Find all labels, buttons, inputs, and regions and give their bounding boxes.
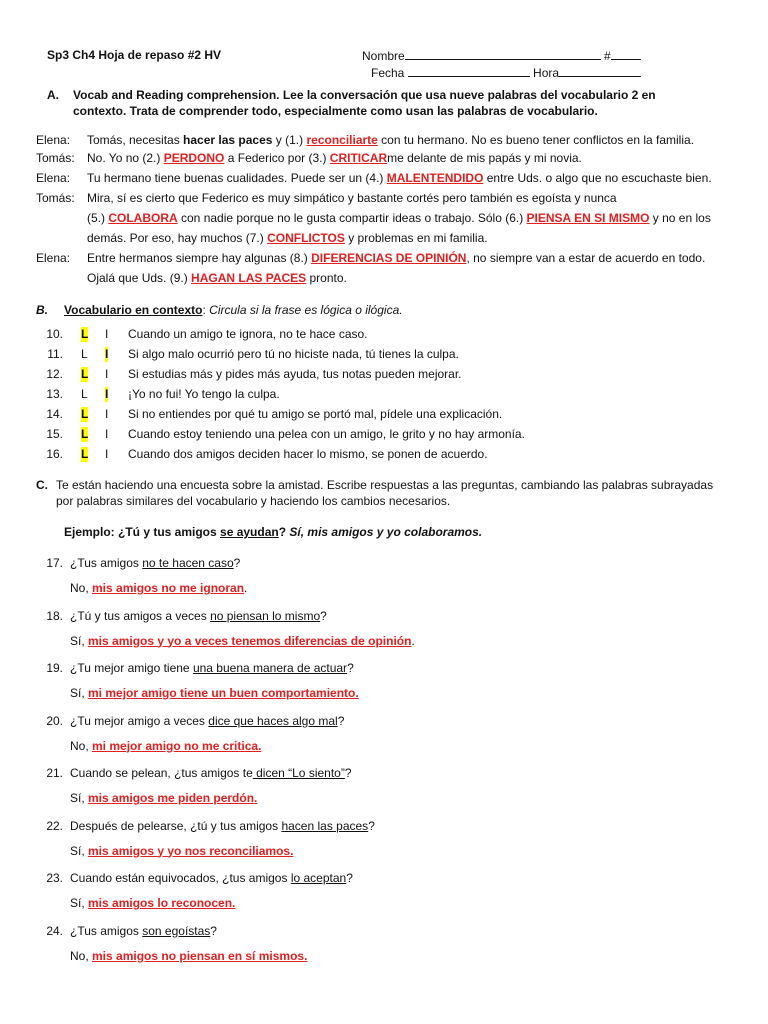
speaker-label: Elena: bbox=[36, 133, 71, 147]
underlined-phrase: una buena manera de actuar bbox=[192, 661, 348, 675]
question bbox=[70, 924, 217, 939]
name-line[interactable] bbox=[362, 48, 641, 64]
dialogue-text: Entre hermanos siempre hay algunas (8.) bbox=[87, 251, 312, 265]
example-answer: Sí, mis amigos y yo colaboramos. bbox=[289, 525, 483, 539]
answer-text: mis amigos y yo a veces tenemos diferencias de opinión bbox=[88, 633, 412, 648]
question-number: 24. bbox=[46, 923, 63, 938]
answer-end: . bbox=[411, 633, 415, 648]
example-underlined: se ayudan bbox=[220, 525, 279, 539]
question-text: Cuando están equivocados, ¿tus amigos bbox=[70, 871, 291, 885]
dialogue-text: y no en los bbox=[649, 211, 711, 225]
dialogue-line bbox=[87, 251, 705, 266]
section-b-instructions: Circula si la frase es lógica o ilógica. bbox=[209, 303, 403, 317]
question-end: ? bbox=[347, 661, 354, 675]
option-logica[interactable]: L bbox=[81, 327, 89, 341]
section-b-colon: : bbox=[202, 303, 206, 317]
answer-text: mis amigos y yo nos reconciliamos. bbox=[88, 843, 294, 858]
question bbox=[70, 714, 344, 729]
speaker-label: Elena: bbox=[36, 251, 71, 265]
answer-prefix: No, bbox=[70, 738, 93, 753]
underlined-phrase: no te hacen caso bbox=[142, 556, 234, 570]
option-ilogica[interactable]: I bbox=[105, 327, 109, 341]
answer[interactable] bbox=[70, 844, 293, 859]
vocab-answer: DIFERENCIAS DE OPINIÓN bbox=[311, 251, 467, 265]
answer-prefix: Sí, bbox=[70, 633, 89, 648]
section-b-letter: B. bbox=[36, 303, 48, 317]
answer-text: mis amigos lo reconocen. bbox=[88, 896, 236, 910]
underlined-phrase: son egoístas bbox=[142, 923, 211, 938]
question-text: Después de pelearse, ¿tú y tus amigos bbox=[70, 818, 282, 833]
fecha-label: Fecha bbox=[371, 66, 405, 80]
question-number: 21. bbox=[46, 766, 63, 780]
dialogue-text: con tu hermano. No es bueno tener conflictos en la familia. bbox=[377, 133, 695, 147]
option-ilogica[interactable]: I bbox=[105, 427, 109, 441]
worksheet-title: Sp3 Ch4 Hoja de repaso #2 HV bbox=[47, 48, 222, 62]
question-number: 17. bbox=[46, 556, 63, 570]
section-a-instructions-1: Vocab and Reading comprehension. Lee la conversación que usa nueve palabras del vocabulario 2 en bbox=[73, 88, 656, 102]
question bbox=[70, 766, 352, 781]
dialogue-text: demás. Por eso, hay muchos (7.) bbox=[87, 231, 268, 245]
underlined-phrase: lo aceptan bbox=[290, 871, 347, 885]
section-a-letter: A. bbox=[47, 88, 59, 102]
answer[interactable] bbox=[70, 739, 261, 754]
item-sentence: Si estudias más y pides más ayuda, tus notas pueden mejorar. bbox=[128, 367, 462, 381]
question-end: ? bbox=[368, 818, 375, 833]
question-end: ? bbox=[210, 923, 217, 938]
option-ilogica[interactable]: I bbox=[105, 447, 109, 461]
question-text: Cuando se pelean, ¿tus amigos te bbox=[70, 766, 253, 780]
question bbox=[70, 661, 354, 676]
option-logica[interactable]: L bbox=[81, 447, 89, 461]
section-a-instructions-2: contexto. Trata de comprender todo, especialmente como usan las palabras de vocabulario. bbox=[73, 104, 598, 118]
answer-text: mi mejor amigo tiene un buen comportamiento. bbox=[88, 686, 359, 700]
answer-prefix: No, bbox=[70, 948, 93, 963]
item-number: 15. bbox=[46, 427, 63, 441]
dialogue-text: Tu hermano tiene buenas cualidades. Puede ser un (4.) bbox=[87, 171, 387, 185]
underlined-phrase: dice que haces algo mal bbox=[208, 713, 338, 728]
date-line[interactable] bbox=[371, 65, 641, 81]
section-b-title: Vocabulario en contexto bbox=[64, 303, 203, 317]
section-c-letter: C. bbox=[36, 478, 48, 492]
question bbox=[70, 556, 240, 571]
answer[interactable] bbox=[70, 634, 415, 649]
dialogue-text: me delante de mis papás y mi novia. bbox=[387, 151, 582, 165]
question-end: ? bbox=[337, 713, 345, 728]
vocab-answer: reconciliarte bbox=[306, 133, 378, 147]
question bbox=[70, 819, 375, 834]
vocab-answer: PERDONO bbox=[163, 151, 225, 165]
dialogue-text: entre Uds. o algo que no escuchaste bien. bbox=[483, 171, 712, 185]
dialogue-line bbox=[87, 133, 694, 148]
nombre-label: Nombre bbox=[362, 49, 405, 63]
example-question-end: ? bbox=[278, 525, 290, 539]
question-text: ¿Tu mejor amigo a veces bbox=[70, 713, 209, 728]
answer-prefix: Sí, bbox=[70, 896, 89, 910]
question-number: 18. bbox=[46, 608, 63, 623]
item-number: 13. bbox=[46, 387, 63, 401]
number-label: # bbox=[604, 49, 611, 63]
section-c-instructions-1: Te están haciendo una encuesta sobre la amistad. Escribe respuestas a las preguntas, cambiando las palabras subrayadas bbox=[56, 478, 714, 492]
dialogue-line bbox=[87, 191, 617, 206]
dialogue-line bbox=[87, 231, 488, 246]
option-ilogica[interactable]: I bbox=[105, 387, 109, 401]
dialogue-text: a Federico por (3.) bbox=[224, 151, 330, 165]
question-text: ¿Tus amigos bbox=[70, 923, 143, 938]
item-number: 10. bbox=[46, 327, 63, 341]
item-sentence: Cuando un amigo te ignora, no te hace caso. bbox=[128, 327, 368, 341]
answer-prefix: No, bbox=[70, 581, 93, 595]
answer-prefix: Sí, bbox=[70, 791, 89, 805]
vocab-answer: CRITICAR bbox=[329, 151, 388, 165]
question-end: ? bbox=[233, 556, 241, 570]
section-c-instructions-2: por palabras similares del vocabulario y haciendo los cambios necesarios. bbox=[56, 494, 451, 508]
item-sentence: Si no entiendes por qué tu amigo se portó mal, pídele una explicación. bbox=[128, 407, 503, 421]
fecha-blank[interactable] bbox=[408, 65, 530, 77]
answer[interactable] bbox=[70, 791, 257, 806]
dialogue-text: y problemas en mi familia. bbox=[344, 231, 488, 245]
dialogue-text: Ojalá que Uds. (9.) bbox=[87, 271, 192, 285]
dialogue-text: (5.) bbox=[87, 211, 109, 225]
answer-text: mi mejor amigo no me critica. bbox=[92, 738, 262, 753]
vocab-answer: HAGAN LAS PACES bbox=[191, 271, 307, 285]
example-prefix: Ejemplo: ¿Tú y tus amigos bbox=[64, 525, 221, 539]
dialogue-text: Tomás, necesitas bbox=[87, 133, 184, 147]
answer[interactable] bbox=[70, 581, 247, 596]
dialogue-text: , no siempre van a estar de acuerdo en todo. bbox=[466, 251, 706, 265]
question-number: 22. bbox=[46, 818, 63, 833]
option-ilogica[interactable]: I bbox=[105, 407, 109, 421]
dialogue-line bbox=[87, 211, 711, 226]
question-end: ? bbox=[344, 766, 352, 780]
item-number: 14. bbox=[46, 407, 63, 421]
answer[interactable] bbox=[70, 686, 359, 701]
speaker-label: Tomás: bbox=[36, 151, 75, 165]
dialogue-text: No. Yo no (2.) bbox=[87, 151, 164, 165]
vocab-answer: COLABORA bbox=[108, 211, 178, 225]
question bbox=[70, 871, 353, 886]
speaker-label: Tomás: bbox=[36, 191, 75, 205]
example bbox=[64, 525, 482, 540]
vocab-answer: CONFLICTOS bbox=[267, 231, 345, 245]
option-logica[interactable]: L bbox=[81, 387, 88, 401]
number-blank[interactable] bbox=[611, 48, 641, 60]
question-text: ¿Tu mejor amigo tiene bbox=[70, 661, 193, 675]
question-text: ¿Tus amigos bbox=[70, 556, 143, 570]
dialogue-line bbox=[87, 171, 712, 186]
underlined-phrase: dicen “Lo siento” bbox=[252, 766, 345, 780]
question-text: ¿Tú y tus amigos a veces bbox=[70, 608, 211, 623]
answer-text: mis amigos no me ignoran bbox=[92, 581, 245, 595]
dialogue-text: Mira, sí es cierto que Federico es muy simpático y bastante cortés pero también es egoísta y nunca bbox=[87, 191, 617, 205]
dialogue-text: y (1.) bbox=[272, 133, 307, 147]
answer[interactable] bbox=[70, 896, 235, 911]
dialogue-text: pronto. bbox=[306, 271, 347, 285]
option-logica[interactable]: L bbox=[81, 367, 89, 381]
vocab-answer: MALENTENDIDO bbox=[386, 171, 484, 185]
underlined-phrase: hacen las paces bbox=[281, 818, 369, 833]
item-sentence: Si algo malo ocurrió pero tú no hiciste nada, tú tienes la culpa. bbox=[128, 347, 459, 361]
answer-text: mis amigos me piden perdón. bbox=[88, 791, 258, 805]
option-logica[interactable]: L bbox=[81, 347, 88, 361]
underlined-phrase: no piensan lo mismo bbox=[210, 608, 321, 623]
nombre-blank[interactable] bbox=[405, 48, 601, 60]
dialogue-line bbox=[87, 151, 582, 166]
item-sentence: Cuando dos amigos deciden hacer lo mismo, se ponen de acuerdo. bbox=[128, 447, 488, 461]
vocab-answer: PIENSA EN SI MISMO bbox=[526, 211, 650, 225]
question-number: 20. bbox=[46, 713, 63, 728]
answer-prefix: Sí, bbox=[70, 843, 89, 858]
question-number: 23. bbox=[46, 871, 63, 885]
question-number: 19. bbox=[46, 661, 63, 675]
item-sentence: Cuando estoy teniendo una pelea con un amigo, le grito y no hay armonía. bbox=[128, 427, 525, 441]
section-b-heading bbox=[64, 303, 403, 318]
dialogue-line bbox=[87, 271, 347, 286]
answer[interactable] bbox=[70, 949, 307, 964]
question-end: ? bbox=[320, 608, 327, 623]
hora-blank[interactable] bbox=[559, 65, 641, 77]
bold-phrase: hacer las paces bbox=[183, 133, 273, 147]
option-logica[interactable]: L bbox=[81, 407, 89, 421]
option-ilogica[interactable]: I bbox=[105, 367, 109, 381]
option-ilogica[interactable]: I bbox=[105, 347, 109, 361]
speaker-label: Elena: bbox=[36, 171, 71, 185]
dialogue-text: con nadie porque no le gusta compartir ideas o trabajo. Sólo (6.) bbox=[177, 211, 527, 225]
question bbox=[70, 609, 327, 624]
question-end: ? bbox=[346, 871, 353, 885]
answer-text: mis amigos no piensan en sí mismos. bbox=[92, 948, 308, 963]
option-logica[interactable]: L bbox=[81, 427, 89, 441]
hora-label: Hora bbox=[533, 66, 560, 80]
item-sentence: ¡Yo no fui! Yo tengo la culpa. bbox=[128, 387, 280, 401]
item-number: 11. bbox=[47, 347, 63, 361]
item-number: 16. bbox=[46, 447, 63, 461]
answer-prefix: Sí, bbox=[70, 686, 89, 700]
item-number: 12. bbox=[46, 367, 63, 381]
answer-end: . bbox=[244, 581, 248, 595]
